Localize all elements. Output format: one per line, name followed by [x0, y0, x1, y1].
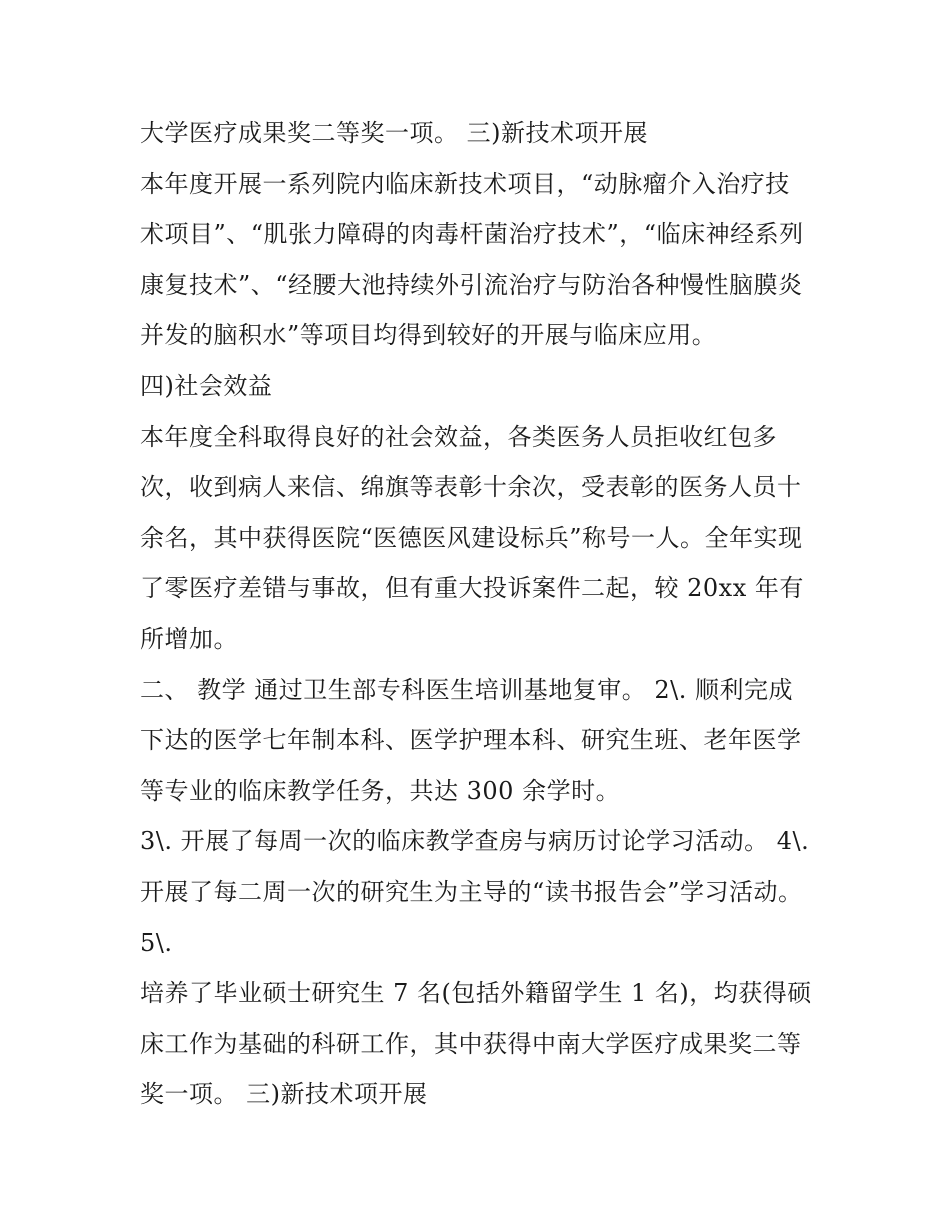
text-line: 所增加。 [140, 624, 238, 653]
text-line: 康复技术”、“经腰大池持续外引流治疗与防治各种慢性脑膜炎 [140, 270, 803, 299]
text-line: 次，收到病人来信、绵旗等表彰十余次，受表彰的医务人员十 [140, 473, 802, 502]
text-line: 5\. [140, 928, 173, 957]
text-line: 术项目”、“肌张力障碍的肉毒杆菌治疗技术”，“临床神经系列 [140, 220, 804, 249]
text-line: 余名，其中获得医院“医德医风建设标兵”称号一人。全年实现 [140, 523, 803, 552]
section-heading: 四)社会效益 [140, 371, 273, 400]
text-line: 大学医疗成果奖二等奖一项。 三)新技术项开展 [140, 119, 648, 147]
text-line: 并发的脑积水”等项目均得到较好的开展与临床应用。 [140, 321, 717, 350]
text-line: 等专业的临床教学任务，共达 300 余学时。 [140, 776, 621, 805]
section-heading: 二、 教学 通过卫生部专科医生培训基地复审。 2\. 顺利完成 [140, 675, 793, 704]
text-line: 奖一项。 三)新技术项开展 [140, 1080, 428, 1109]
text-line: 培养了毕业硕士研究生 7 名(包括外籍留学生 1 名)，均获得硕 [140, 979, 812, 1008]
document-body [140, 108, 830, 1120]
text-line: 本年度开展一系列院内临床新技术项目，“动脉瘤介入治疗技 [140, 169, 790, 198]
text-line: 了零医疗差错与事故，但有重大投诉案件二起，较 20xx 年有 [140, 574, 804, 603]
text-line: 3\. 开展了每周一次的临床教学查房与病历讨论学习活动。 4\. [140, 827, 810, 856]
text-line: 本年度全科取得良好的社会效益，各类医务人员拒收红包多 [140, 422, 777, 451]
text-line: 开展了每二周一次的研究生为主导的“读书报告会”学习活动。 [140, 877, 803, 906]
text-line: 床工作为基础的科研工作，其中获得中南大学医疗成果奖二等 [140, 1029, 802, 1058]
text-line: 下达的医学七年制本科、医学护理本科、研究生班、老年医学 [140, 726, 802, 755]
